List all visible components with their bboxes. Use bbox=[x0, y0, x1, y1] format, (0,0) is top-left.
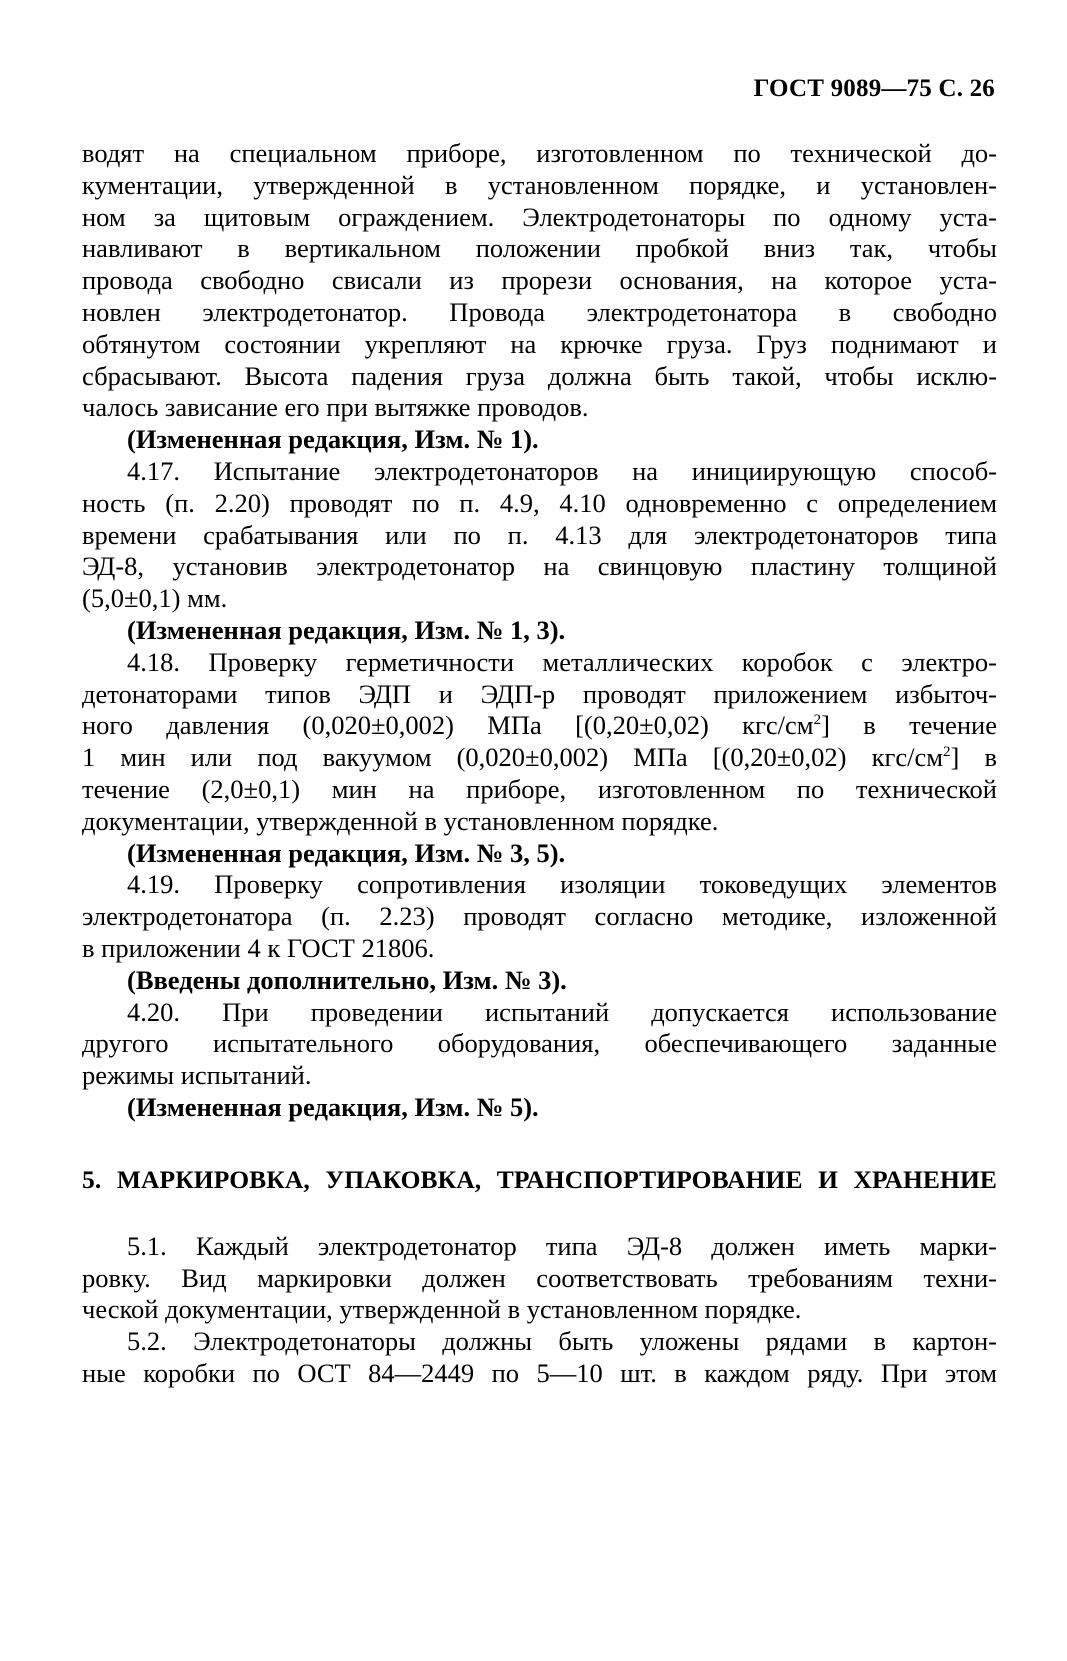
clause-4-20: 4.20. При проведении испытаний допускается использование bbox=[127, 996, 997, 1027]
text-line: новлен электродетонатор. Провода электродетонатора в свободно bbox=[82, 296, 997, 327]
text-line: другого испытательного оборудования, обеспечивающего заданные bbox=[82, 1028, 997, 1059]
amendment-note: (Измененная редакция, Изм. № 1, 3). bbox=[127, 614, 566, 645]
text-line: в приложении 4 к ГОСТ 21806. bbox=[82, 932, 435, 963]
superscript: 2 bbox=[813, 712, 822, 729]
text-line: навливают в вертикальном положении пробкой вниз так, чтобы bbox=[82, 233, 997, 264]
text-line: ном за щитовым ограждением. Электродетонаторы по одному уста- bbox=[82, 201, 997, 232]
text-line: ные коробки по ОСТ 84—2449 по 5—10 шт. в каждом ряду. При этом bbox=[82, 1357, 997, 1388]
section-heading: 5. МАРКИРОВКА, УПАКОВКА, ТРАНСПОРТИРОВАНИЕ И ХРАНЕНИЕ bbox=[82, 1164, 997, 1194]
spacer bbox=[82, 1124, 997, 1163]
text-line bbox=[82, 710, 997, 742]
clause-5-2: 5.2. Электродетонаторы должны быть уложены рядами в картон- bbox=[127, 1326, 997, 1357]
page-header: ГОСТ 9089—75 С. 26 bbox=[753, 75, 995, 102]
text-line: течение (2,0±0,1) мин на приборе, изготовленном по технической bbox=[82, 773, 997, 804]
text-line: ровку. Вид маркировки должен соответствовать требованиям техни- bbox=[82, 1262, 997, 1293]
text-line bbox=[82, 742, 997, 774]
text-line: водят на специальном приборе, изготовленном по технической до- bbox=[82, 138, 997, 168]
text-line: чалось зависание его при вытяжке проводов. bbox=[82, 392, 589, 423]
superscript: 2 bbox=[943, 744, 951, 761]
amendment-note: (Измененная редакция, Изм. № 5). bbox=[127, 1091, 539, 1122]
document-body bbox=[82, 138, 997, 1390]
spacer bbox=[82, 1197, 997, 1231]
clause-5-1: 5.1. Каждый электродетонатор типа ЭД-8 должен иметь марки- bbox=[127, 1230, 997, 1261]
text-line: кументации, утвержденной в установленном порядке, и установлен- bbox=[82, 169, 997, 200]
text-line: провода свободно свисали из прорези основания, на которое уста- bbox=[82, 265, 997, 296]
clause-4-17: 4.17. Испытание электродетонаторов на инициирующую способ- bbox=[127, 455, 997, 486]
text-line: обтянутом состоянии укрепляют на крючке груза. Груз поднимают и bbox=[82, 328, 997, 359]
text-line: времени срабатывания или по п. 4.13 для электродетонаторов типа bbox=[82, 519, 997, 550]
text-line: ность (п. 2.20) проводят по п. 4.9, 4.10 одновременно с определением bbox=[82, 487, 997, 518]
text-line: документации, утвержденной в установленном порядке. bbox=[82, 805, 719, 836]
text-line: сбрасывают. Высота падения груза должна быть такой, чтобы исклю- bbox=[82, 360, 997, 391]
clause-4-19: 4.19. Проверку сопротивления изоляции токоведущих элементов bbox=[127, 869, 997, 900]
text-fragment: ного давления (0,020±0,002) МПа [(0,20±0,02) кгс/см bbox=[82, 710, 814, 741]
text-fragment: ] в течение bbox=[821, 710, 997, 741]
text-line: (5,0±0,1) мм. bbox=[82, 583, 228, 614]
amendment-note: (Измененная редакция, Изм. № 1). bbox=[127, 424, 539, 455]
text-line: ЭД-8, установив электродетонатор на свинцовую пластину толщиной bbox=[82, 551, 997, 582]
text-fragment: 1 мин или под вакуумом (0,020±0,002) МПа [(0,20±0,02) кгс/см bbox=[82, 742, 944, 773]
text-line: режимы испытаний. bbox=[82, 1060, 312, 1091]
text-line: электродетонатора (п. 2.23) проводят согласно методике, изложенной bbox=[82, 901, 997, 932]
amendment-note: (Измененная редакция, Изм. № 3, 5). bbox=[127, 837, 566, 868]
clause-4-18: 4.18. Проверку герметичности металлических коробок с электро- bbox=[127, 646, 997, 677]
text-fragment: ] в bbox=[950, 742, 997, 773]
text-line: детонаторами типов ЭДП и ЭДП-р проводят приложением избыточ- bbox=[82, 678, 997, 709]
amendment-note: (Введены дополнительно, Изм. № 3). bbox=[127, 964, 567, 995]
text-line: ческой документации, утвержденной в установленном порядке. bbox=[82, 1294, 802, 1325]
